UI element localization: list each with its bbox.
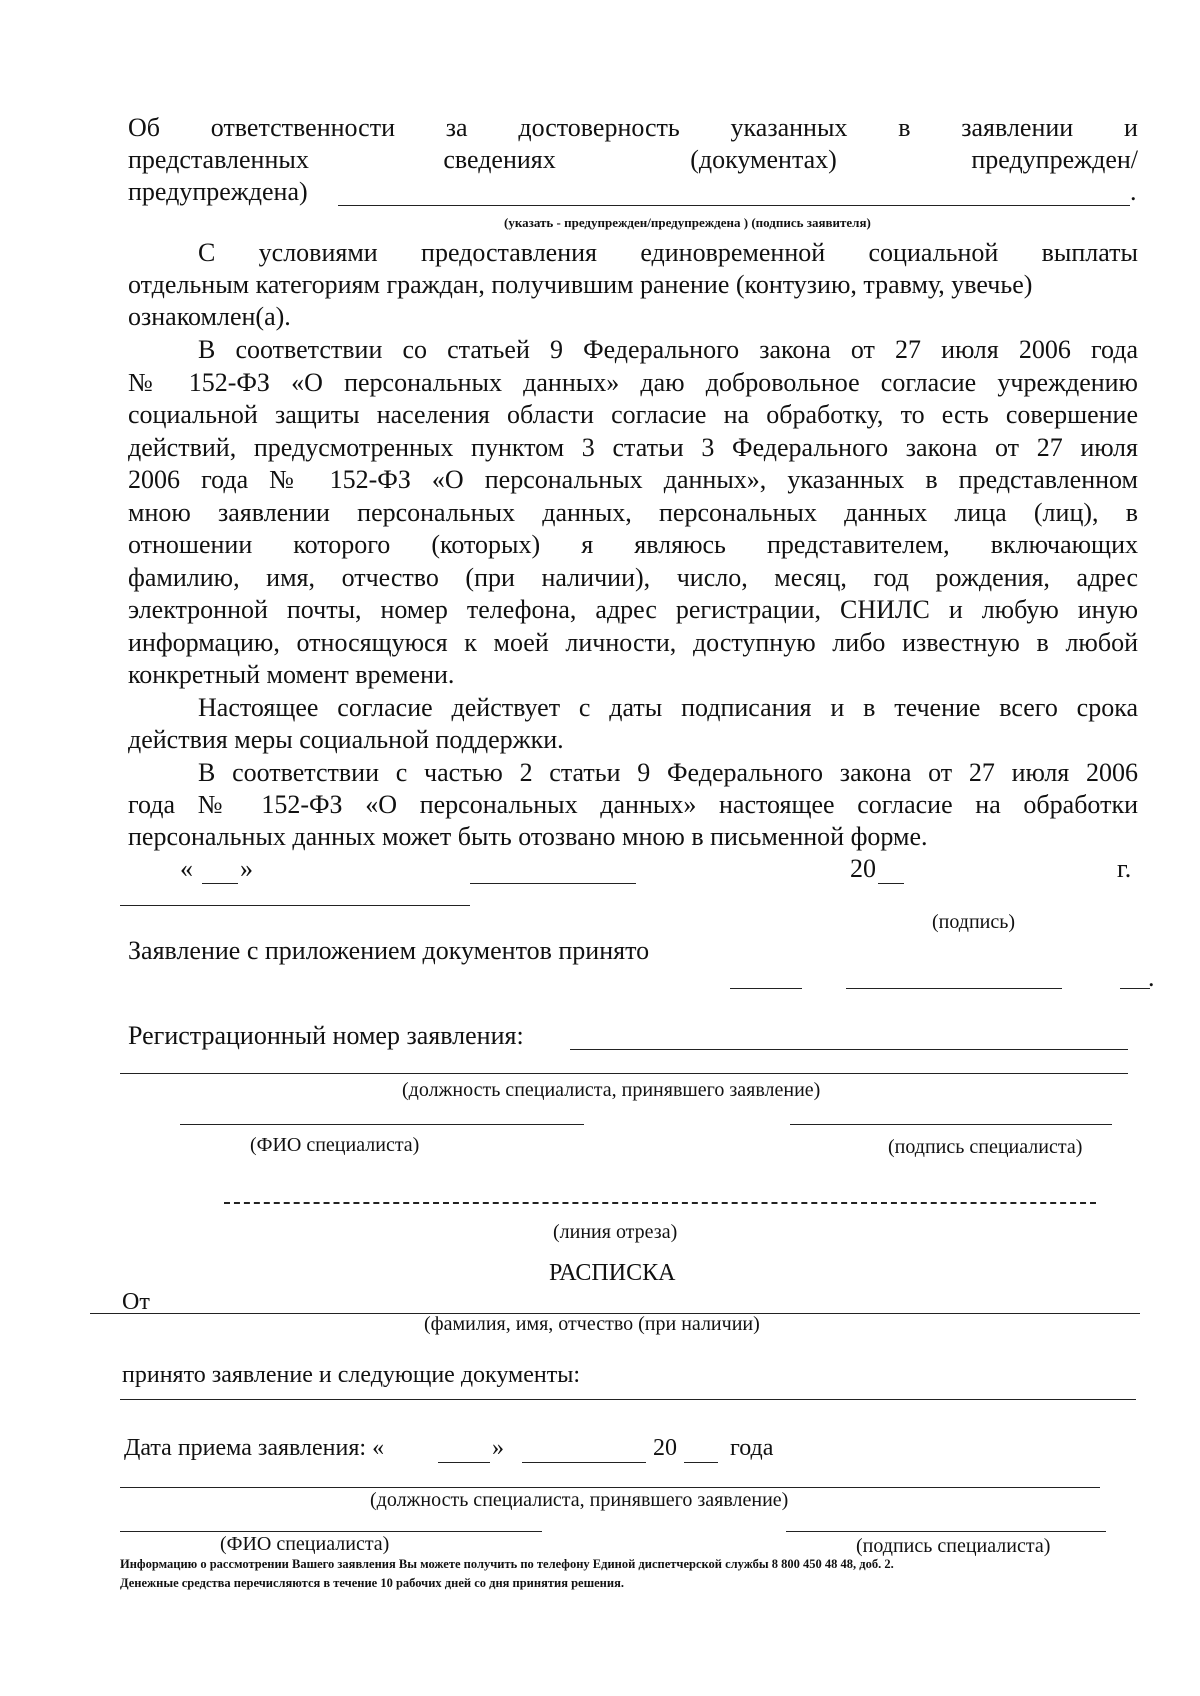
accepted-day-blank[interactable] <box>730 988 802 989</box>
cut-line <box>224 1202 1096 1204</box>
receipt-sign-line[interactable] <box>786 1531 1106 1532</box>
date-month-blank[interactable] <box>470 883 636 884</box>
consent-line: мною заявлении персональных данных, персональных данных лица (лиц), в <box>128 497 1138 527</box>
consent-line: № 152-ФЗ «О персональных данных» даю добровольное согласие учреждению <box>128 367 1138 397</box>
fio-label-1: (ФИО специалиста) <box>250 1134 420 1156</box>
receipt-year-blank[interactable] <box>684 1462 718 1463</box>
accepted-month-blank[interactable] <box>846 988 1062 989</box>
warned-hint: (указать - предупрежден/предупреждена ) (подпись заявителя) <box>504 215 871 230</box>
receipt-name-hint: (фамилия, имя, отчество (при наличии) <box>424 1313 760 1335</box>
conditions-paragraph <box>128 237 1138 269</box>
word: заявлении <box>961 113 1074 142</box>
consent-line: фамилию, имя, отчество (при наличии), число, месяц, год рождения, адрес <box>128 562 1138 592</box>
receipt-docs-label: принято заявление и следующие документы: <box>122 1362 581 1388</box>
consent-last-line: конкретный момент времени. <box>128 660 455 689</box>
date-open-quote: « <box>180 854 193 883</box>
fio-line-1[interactable] <box>180 1124 584 1125</box>
receipt-docs-line[interactable] <box>120 1399 1136 1400</box>
date-close-quote: » <box>240 854 253 883</box>
reg-number-field[interactable] <box>570 1049 1128 1050</box>
signature-label: (подпись) <box>932 911 1016 933</box>
receipt-from-label: От <box>122 1289 150 1315</box>
word: за <box>445 113 468 142</box>
word: социальной <box>868 238 999 267</box>
specialist-sign-line-1[interactable] <box>790 1124 1112 1125</box>
word: в <box>898 113 911 142</box>
receipt-year-prefix: 20 <box>653 1435 677 1461</box>
receipt-title: РАСПИСКА <box>549 1260 676 1286</box>
receipt-year-word: года <box>730 1435 774 1461</box>
footer-payment-line: Денежные средства перечисляются в течение 10 рабочих дней со дня принятия решения. <box>120 1576 624 1590</box>
receipt-month-blank[interactable] <box>522 1462 646 1463</box>
position-line-1[interactable] <box>120 1073 1128 1074</box>
date-year-prefix: 20 <box>850 854 876 883</box>
receipt-fio-label: (ФИО специалиста) <box>220 1533 390 1555</box>
receipt-position-label: (должность специалиста, принявшего заявление) <box>370 1489 789 1511</box>
responsibility-paragraph <box>128 112 1138 176</box>
consent-line: информацию, относящуюся к моей личности, доступную либо известную в любой <box>128 627 1138 657</box>
word: Об <box>128 113 161 142</box>
consent-line: социальной защиты населения области согласие на обработку, то есть совершение <box>128 400 1138 429</box>
word: С <box>198 238 216 267</box>
revocation-line-3: персональных данных может быть отозвано мною в письменной форме. <box>128 822 928 851</box>
date-year-suffix: г. <box>1117 854 1132 883</box>
revocation-line-1: В соответствии с частью 2 статьи 9 Федерального закона от 27 июля 2006 <box>198 758 1138 787</box>
warned-period: . <box>1130 177 1137 206</box>
word: ответственности <box>210 113 396 142</box>
accepted-label: Заявление с приложением документов принято <box>128 936 650 965</box>
word: выплаты <box>1041 238 1138 267</box>
accepted-period: . <box>1148 963 1155 992</box>
consent-line: 2006 года № 152-ФЗ «О персональных данных», указанных в представленном <box>128 465 1138 494</box>
revocation-line-2: года № 152-ФЗ «О персональных данных» настоящее согласие на обработки <box>128 790 1138 819</box>
word: указанных <box>730 113 848 142</box>
position-label-1: (должность специалиста, принявшего заявление) <box>402 1079 821 1101</box>
warned-label: предупреждена) <box>128 177 308 206</box>
responsibility-line-2 <box>128 144 1138 176</box>
footer-info-line: Информацию о рассмотрении Вашего заявления Вы можете получить по телефону Единой диспетчерской службы 8 800 450 48 48, доб. 2. <box>120 1557 894 1571</box>
warned-signature-line[interactable] <box>338 205 1130 206</box>
reg-number-label: Регистрационный номер заявления: <box>128 1021 524 1050</box>
consent-line: отношении которого (которых) я являюсь представителем, включающих <box>128 530 1138 559</box>
word: и <box>1123 113 1138 142</box>
word: (документах) <box>690 145 837 174</box>
consent-line: действий, предусмотренных пунктом 3 статьи 3 Федерального закона от 27 июля <box>128 432 1138 462</box>
word: достоверность <box>518 113 680 142</box>
accepted-year-blank[interactable] <box>1120 988 1150 989</box>
receipt-date-label: Дата приема заявления: « <box>124 1435 385 1461</box>
word: единовременной <box>640 238 826 267</box>
validity-line-1: Настоящее согласие действует с даты подписания и в течение всего срока <box>198 693 1138 722</box>
receipt-sign-label: (подпись специалиста) <box>856 1535 1051 1557</box>
receipt-date-close: » <box>492 1435 504 1461</box>
word: предупрежден/ <box>971 145 1138 174</box>
consent-line: электронной почты, номер телефона, адрес регистрации, СНИЛС и любую иную <box>128 595 1138 624</box>
applicant-signature-line[interactable] <box>120 905 470 906</box>
word: предоставления <box>421 238 598 267</box>
conditions-line-3: ознакомлен(а). <box>128 302 291 331</box>
date-day-blank[interactable] <box>202 883 238 884</box>
conditions-line-2: отдельным категориям граждан, получившим ранение (контузию, травму, увечье) <box>128 270 1033 299</box>
date-year-blank[interactable] <box>878 883 904 884</box>
word: представленных <box>128 145 309 174</box>
word: условиями <box>258 238 378 267</box>
cut-line-label: (линия отреза) <box>553 1221 678 1243</box>
receipt-day-blank[interactable] <box>438 1462 490 1463</box>
word: сведениях <box>443 145 556 174</box>
conditions-line-1 <box>128 237 1138 269</box>
responsibility-line-1 <box>128 112 1138 144</box>
validity-line-2: действия меры социальной поддержки. <box>128 725 564 754</box>
consent-line: В соответствии со статьей 9 Федерального закона от 27 июля 2006 года <box>198 335 1138 364</box>
specialist-sign-label-1: (подпись специалиста) <box>888 1136 1083 1158</box>
